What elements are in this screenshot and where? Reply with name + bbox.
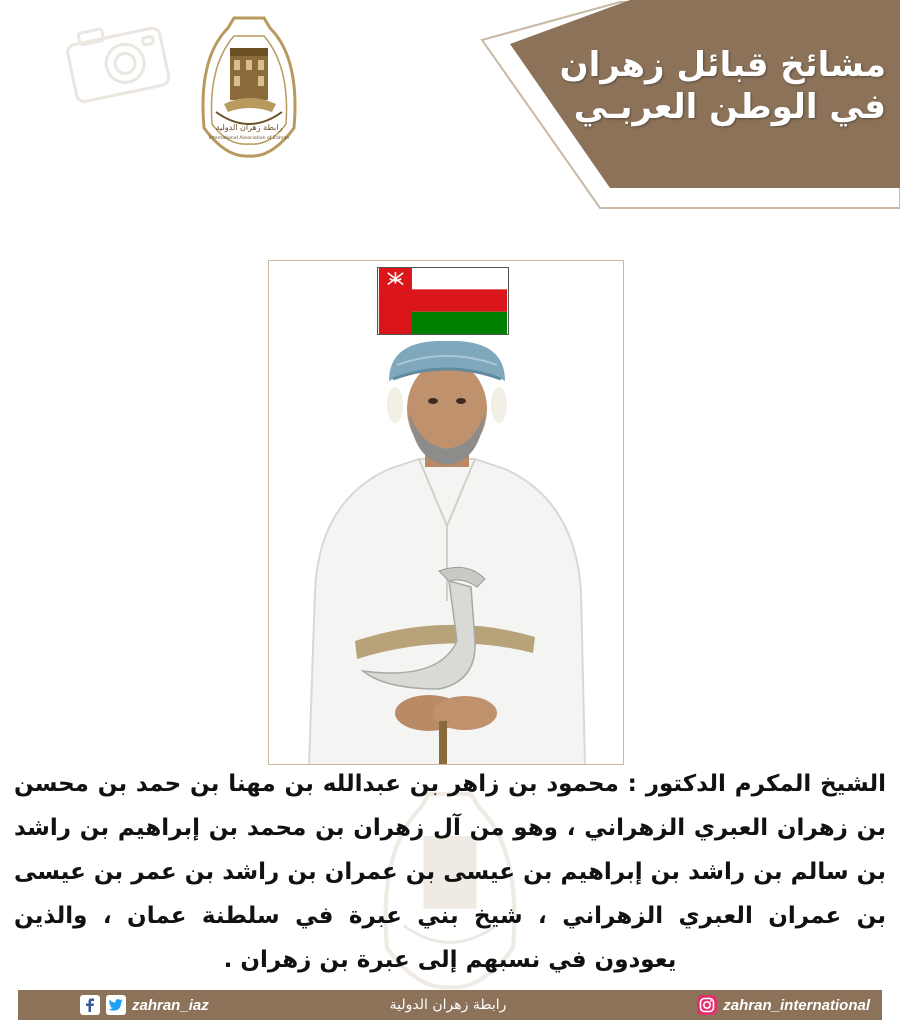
instagram-handle[interactable]: zahran_international <box>723 996 870 1014</box>
oman-flag <box>377 267 509 335</box>
sheikh-portrait <box>289 341 605 765</box>
facebook-icon[interactable] <box>80 995 100 1015</box>
sheikh-biography: الشيخ المكرم الدكتور : محمود بن زاهر بن عبدالله بن مهنا بن حمد بن محسن بن زهران العبري الزهراني ، وهو من آل زهران بن محمد بن إبراهيم بن راشد بن سالم بن راشد بن إبراهيم بن عيسى بن عمران بن راشد بن عمر بن عيسى بن عمران العبري الزهراني ، شيخ بني عبرة في سلطنة عمان ، والذين يعودون في نسبهم إلى عبرة بن زهران . <box>14 771 886 973</box>
footer-association-name: رابطة زهران الدولية <box>389 997 507 1013</box>
camera-watermark-icon <box>62 14 172 104</box>
instagram-icon[interactable] <box>697 995 717 1015</box>
title-line-1: مشائخ قبائل زهران <box>559 45 886 85</box>
title-line-2: في الوطن العربـي <box>573 87 886 127</box>
logo-caption: رابطة زهران الدولية <box>215 123 283 132</box>
footer-social-right <box>697 995 870 1015</box>
twitter-handle[interactable]: zahran_iaz <box>132 996 209 1014</box>
twitter-icon[interactable] <box>106 995 126 1015</box>
association-logo <box>194 8 304 158</box>
portrait-frame <box>268 260 624 765</box>
logo-caption-en: International Association of Zahran <box>208 136 290 141</box>
title-banner <box>480 0 900 210</box>
page-title <box>526 44 886 128</box>
footer-social-left <box>80 995 209 1015</box>
footer-bar <box>18 990 882 1020</box>
